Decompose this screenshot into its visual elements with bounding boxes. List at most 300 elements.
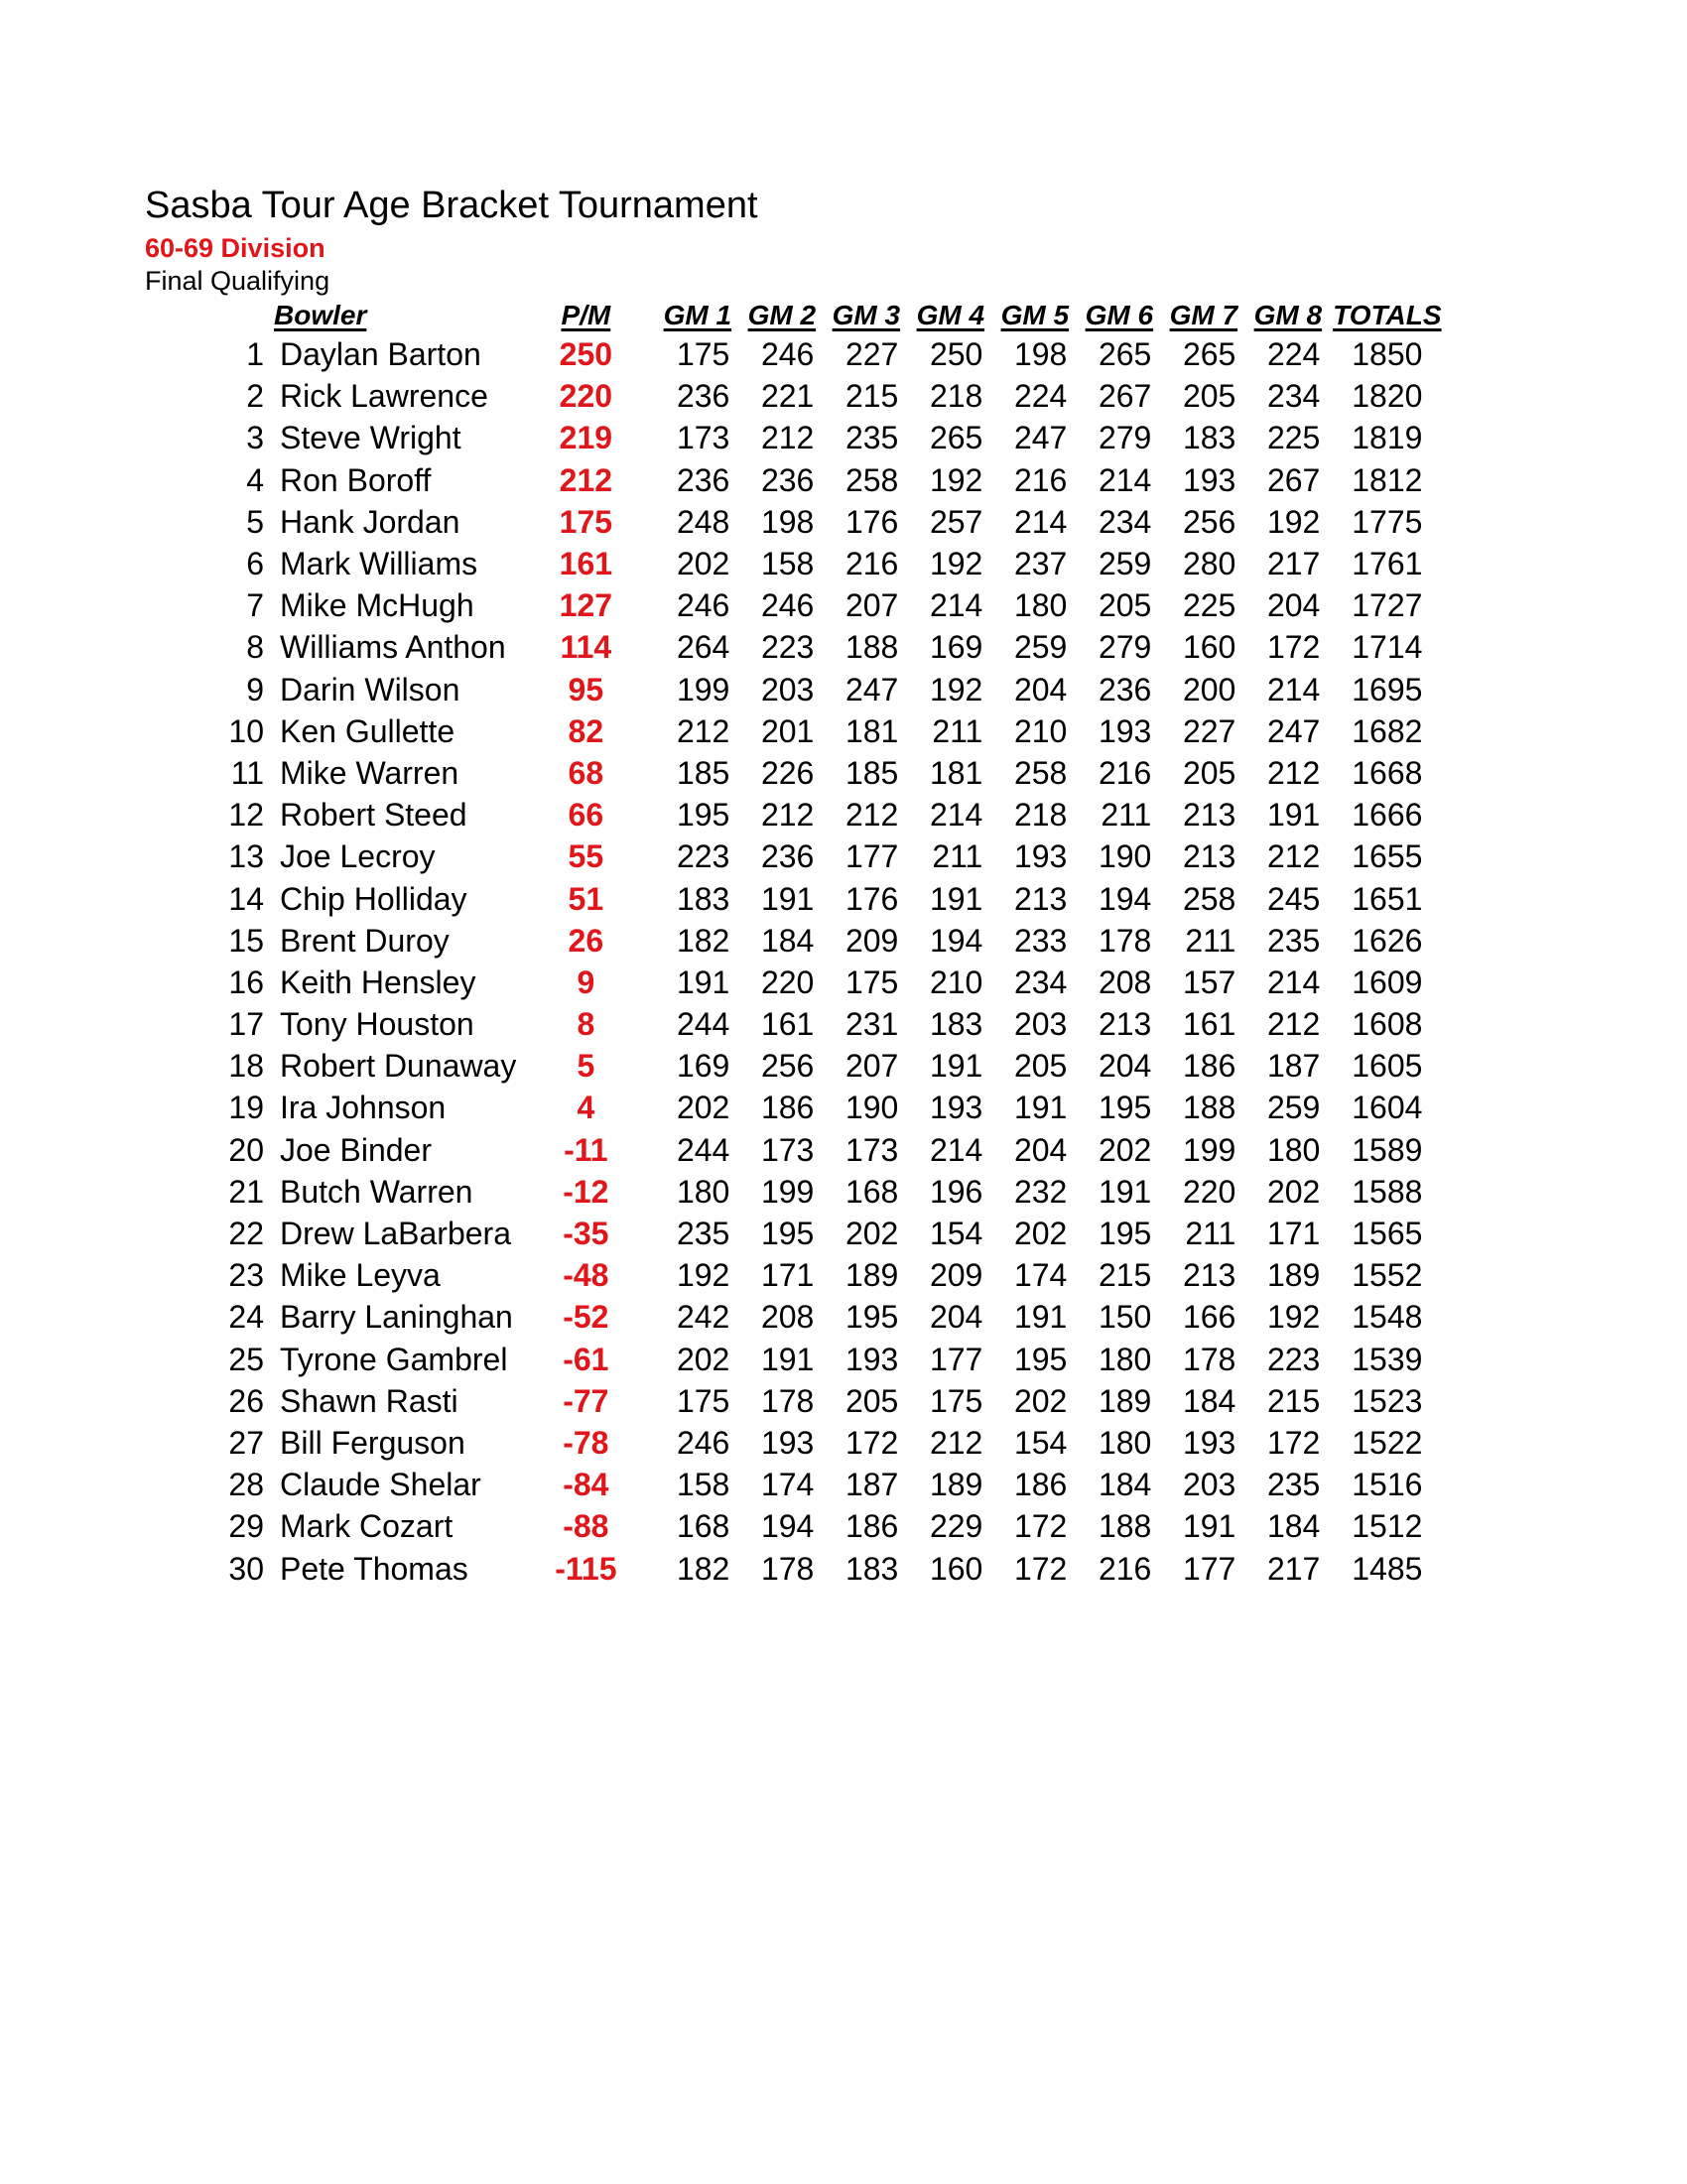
total-cell: 1651 <box>1352 880 1423 917</box>
game-6-score-cell: 150 <box>1098 1299 1152 1336</box>
game-3-score-cell: 172 <box>844 1424 899 1461</box>
game-3-score-cell: 207 <box>844 1048 899 1085</box>
game-1-score-cell: 195 <box>676 797 730 834</box>
game-1-score-cell: 180 <box>676 1173 730 1210</box>
bowler-name-cell: Daylan Barton <box>280 336 481 373</box>
game-4-score-cell: 193 <box>929 1090 983 1126</box>
game-8-score-cell: 204 <box>1266 587 1321 624</box>
table-row <box>226 626 1444 668</box>
game-5-score-cell: 191 <box>1013 1090 1068 1126</box>
bowler-name-cell: Rick Lawrence <box>280 378 488 415</box>
game-3-score-cell: 216 <box>844 546 899 582</box>
total-cell: 1605 <box>1352 1048 1423 1085</box>
rank-cell: 1 <box>246 336 264 373</box>
total-cell: 1589 <box>1352 1131 1423 1168</box>
total-cell: 1727 <box>1352 587 1423 624</box>
table-row <box>226 1087 1444 1128</box>
gm8-header-label: GM 8 <box>1253 300 1323 330</box>
table-row <box>226 375 1444 417</box>
game-6-score-cell: 188 <box>1098 1508 1152 1545</box>
total-cell: 1820 <box>1352 378 1423 415</box>
game-6-score-cell: 195 <box>1098 1090 1152 1126</box>
game-8-score-cell: 224 <box>1266 336 1321 373</box>
game-5-score-cell: 154 <box>1013 1424 1068 1461</box>
game-2-score-cell: 236 <box>760 838 815 875</box>
rank-cell: 9 <box>246 671 264 707</box>
game-6-score-cell: 205 <box>1098 587 1152 624</box>
game-3-score-cell: 209 <box>844 922 899 959</box>
game-8-score-cell: 172 <box>1266 1424 1321 1461</box>
table-row <box>226 1339 1444 1380</box>
bowler-header <box>274 298 516 333</box>
game-6-score-cell: 279 <box>1098 420 1152 456</box>
table-row <box>226 1464 1444 1505</box>
game-6-score-cell: 191 <box>1098 1173 1152 1210</box>
game-8-score-cell: 245 <box>1266 880 1321 917</box>
game-1-score-cell: 202 <box>676 1090 730 1126</box>
game-5-score-cell: 180 <box>1013 587 1068 624</box>
game-5-score-cell: 193 <box>1013 838 1068 875</box>
game-3-score-cell: 258 <box>844 461 899 498</box>
rank-cell: 3 <box>246 420 264 456</box>
rank-cell: 2 <box>246 378 264 415</box>
game-2-score-cell: 195 <box>760 1216 815 1252</box>
pm-cell: 114 <box>560 629 612 666</box>
game-4-score-cell: 177 <box>929 1341 983 1377</box>
game-8-score-cell: 247 <box>1266 712 1321 749</box>
game-4-score-cell: 214 <box>929 1131 983 1168</box>
game-7-score-cell: 280 <box>1182 546 1236 582</box>
game-1-score-cell: 244 <box>676 1006 730 1043</box>
total-cell: 1682 <box>1352 712 1423 749</box>
game-7-score-cell: 213 <box>1182 838 1236 875</box>
game-8-score-cell: 234 <box>1266 378 1321 415</box>
gm3-header <box>824 298 908 333</box>
game-1-score-cell: 264 <box>676 629 730 666</box>
table-row <box>226 1254 1444 1296</box>
game-4-score-cell: 212 <box>929 1424 983 1461</box>
pm-header-label: P/M <box>561 300 611 330</box>
rank-cell: 21 <box>228 1173 264 1210</box>
game-2-score-cell: 161 <box>760 1006 815 1043</box>
rank-cell: 14 <box>228 880 264 917</box>
pm-cell: -52 <box>563 1299 609 1336</box>
game-4-score-cell: 214 <box>929 797 983 834</box>
table-row <box>226 584 1444 626</box>
bowler-name-cell: Mike McHugh <box>280 587 474 624</box>
game-2-score-cell: 194 <box>760 1508 815 1545</box>
rank-cell: 18 <box>228 1048 264 1085</box>
gm4-header-label: GM 4 <box>916 300 985 330</box>
pm-cell: -88 <box>563 1508 609 1545</box>
game-4-score-cell: 169 <box>929 629 983 666</box>
rank-header <box>226 298 274 333</box>
game-8-score-cell: 217 <box>1266 1550 1321 1587</box>
game-8-score-cell: 191 <box>1266 797 1321 834</box>
total-cell: 1516 <box>1352 1467 1423 1503</box>
game-7-score-cell: 183 <box>1182 420 1236 456</box>
game-5-score-cell: 204 <box>1013 1131 1068 1168</box>
rank-cell: 23 <box>228 1257 264 1294</box>
bowler-name-cell: Steve Wright <box>280 420 461 456</box>
game-1-score-cell: 242 <box>676 1299 730 1336</box>
game-2-score-cell: 174 <box>760 1467 815 1503</box>
game-2-score-cell: 178 <box>760 1550 815 1587</box>
rank-cell: 13 <box>228 838 264 875</box>
game-6-score-cell: 178 <box>1098 922 1152 959</box>
table-row <box>226 333 1444 375</box>
game-4-score-cell: 154 <box>929 1216 983 1252</box>
game-6-score-cell: 184 <box>1098 1467 1152 1503</box>
bowler-name-cell: Keith Hensley <box>280 964 476 1000</box>
bowler-name-cell: Claude Shelar <box>280 1467 481 1503</box>
game-7-score-cell: 160 <box>1182 629 1236 666</box>
game-7-score-cell: 213 <box>1182 797 1236 834</box>
game-3-score-cell: 177 <box>844 838 899 875</box>
game-4-score-cell: 192 <box>929 546 983 582</box>
table-row <box>226 794 1444 835</box>
game-4-score-cell: 211 <box>932 712 983 749</box>
table-row <box>226 920 1444 962</box>
game-2-score-cell: 221 <box>760 378 815 415</box>
game-3-score-cell: 247 <box>844 671 899 707</box>
rank-cell: 20 <box>228 1131 264 1168</box>
game-6-score-cell: 236 <box>1098 671 1152 707</box>
bowler-name-cell: Hank Jordan <box>280 503 460 540</box>
total-cell: 1850 <box>1352 336 1423 373</box>
game-7-score-cell: 256 <box>1182 503 1236 540</box>
total-cell: 1565 <box>1352 1216 1423 1252</box>
game-2-score-cell: 212 <box>760 797 815 834</box>
table-row <box>226 1171 1444 1213</box>
table-row <box>226 877 1444 919</box>
total-cell: 1552 <box>1352 1257 1423 1294</box>
pm-cell: -61 <box>563 1341 609 1377</box>
game-2-score-cell: 201 <box>760 712 815 749</box>
standings-body <box>226 333 1444 1590</box>
total-cell: 1512 <box>1352 1508 1423 1545</box>
table-row <box>226 710 1444 752</box>
game-3-score-cell: 212 <box>844 797 899 834</box>
bowler-name-cell: Robert Dunaway <box>280 1048 517 1085</box>
pm-cell: 9 <box>577 964 595 1000</box>
rank-cell: 5 <box>246 503 264 540</box>
game-8-score-cell: 225 <box>1266 420 1321 456</box>
bowler-name-cell: Bill Ferguson <box>280 1424 465 1461</box>
game-5-score-cell: 203 <box>1013 1006 1068 1043</box>
game-1-score-cell: 246 <box>676 1424 730 1461</box>
rank-cell: 11 <box>230 754 264 791</box>
game-3-score-cell: 231 <box>844 1006 899 1043</box>
game-3-score-cell: 176 <box>844 503 899 540</box>
game-8-score-cell: 171 <box>1266 1216 1321 1252</box>
game-2-score-cell: 198 <box>760 503 815 540</box>
game-4-score-cell: 209 <box>929 1257 983 1294</box>
rank-cell: 28 <box>228 1467 264 1503</box>
bowler-name-cell: Robert Steed <box>280 797 467 834</box>
bowler-name-cell: Mark Cozart <box>280 1508 454 1545</box>
game-1-score-cell: 223 <box>676 838 730 875</box>
game-1-score-cell: 169 <box>676 1048 730 1085</box>
rank-cell: 30 <box>228 1550 264 1587</box>
game-3-score-cell: 227 <box>844 336 899 373</box>
game-7-score-cell: 213 <box>1182 1257 1236 1294</box>
game-5-score-cell: 172 <box>1013 1550 1068 1587</box>
game-4-score-cell: 218 <box>929 378 983 415</box>
game-5-score-cell: 174 <box>1013 1257 1068 1294</box>
table-row <box>226 1380 1444 1422</box>
bowler-name-cell: Butch Warren <box>280 1173 473 1210</box>
rank-cell: 10 <box>228 712 264 749</box>
game-3-score-cell: 207 <box>844 587 899 624</box>
game-4-score-cell: 229 <box>929 1508 983 1545</box>
game-3-score-cell: 205 <box>844 1382 899 1419</box>
total-cell: 1812 <box>1352 461 1423 498</box>
game-5-score-cell: 172 <box>1013 1508 1068 1545</box>
game-5-score-cell: 234 <box>1013 964 1068 1000</box>
game-8-score-cell: 217 <box>1266 546 1321 582</box>
game-6-score-cell: 265 <box>1098 336 1152 373</box>
total-cell: 1819 <box>1352 420 1423 456</box>
gm6-header-label: GM 6 <box>1085 300 1154 330</box>
total-cell: 1539 <box>1352 1341 1423 1377</box>
pm-cell: 95 <box>568 671 604 707</box>
table-row <box>226 1422 1444 1464</box>
pm-cell: -84 <box>563 1467 609 1503</box>
table-row <box>226 1213 1444 1254</box>
game-5-score-cell: 233 <box>1013 922 1068 959</box>
bowler-name-cell: Joe Lecroy <box>280 838 436 875</box>
total-cell: 1695 <box>1352 671 1423 707</box>
bowler-name-cell: Drew LaBarbera <box>280 1216 511 1252</box>
game-1-score-cell: 185 <box>676 754 730 791</box>
game-4-score-cell: 191 <box>929 880 983 917</box>
pm-cell: 127 <box>559 587 613 624</box>
game-2-score-cell: 199 <box>760 1173 815 1210</box>
gm4-header <box>908 298 992 333</box>
totals-header-label: TOTALS <box>1333 300 1442 330</box>
game-3-score-cell: 188 <box>844 629 899 666</box>
total-cell: 1609 <box>1352 964 1423 1000</box>
gm6-header <box>1077 298 1161 333</box>
game-4-score-cell: 250 <box>929 336 983 373</box>
game-7-score-cell: 205 <box>1182 754 1236 791</box>
game-8-score-cell: 235 <box>1266 922 1321 959</box>
rank-cell: 27 <box>228 1424 264 1461</box>
game-7-score-cell: 205 <box>1182 378 1236 415</box>
rank-cell: 29 <box>228 1508 264 1545</box>
gm7-header-label: GM 7 <box>1169 300 1238 330</box>
pm-cell: 55 <box>568 838 604 875</box>
table-row <box>226 835 1444 877</box>
game-5-score-cell: 195 <box>1013 1341 1068 1377</box>
game-2-score-cell: 220 <box>760 964 815 1000</box>
bowler-name-cell: Darin Wilson <box>280 671 460 707</box>
game-3-score-cell: 235 <box>844 420 899 456</box>
gm7-header <box>1161 298 1245 333</box>
game-4-score-cell: 194 <box>929 922 983 959</box>
game-7-score-cell: 265 <box>1182 336 1236 373</box>
game-6-score-cell: 180 <box>1098 1424 1152 1461</box>
game-7-score-cell: 211 <box>1185 922 1236 959</box>
game-4-score-cell: 211 <box>932 838 983 875</box>
pm-cell: 250 <box>559 336 613 373</box>
game-2-score-cell: 256 <box>760 1048 815 1085</box>
game-2-score-cell: 186 <box>760 1090 815 1126</box>
total-cell: 1666 <box>1352 797 1423 834</box>
game-7-score-cell: 225 <box>1182 587 1236 624</box>
pm-cell: 220 <box>559 378 613 415</box>
pm-cell: -35 <box>563 1216 609 1252</box>
rank-cell: 8 <box>246 629 264 666</box>
pm-cell: 26 <box>568 922 604 959</box>
total-cell: 1608 <box>1352 1006 1423 1043</box>
bowler-name-cell: Joe Binder <box>280 1131 432 1168</box>
total-cell: 1485 <box>1352 1550 1423 1587</box>
game-8-score-cell: 180 <box>1266 1131 1321 1168</box>
game-5-score-cell: 186 <box>1013 1467 1068 1503</box>
game-6-score-cell: 279 <box>1098 629 1152 666</box>
game-2-score-cell: 212 <box>760 420 815 456</box>
pm-cell: 212 <box>559 461 613 498</box>
standings-table <box>226 298 1444 1590</box>
rank-cell: 15 <box>228 922 264 959</box>
game-8-score-cell: 172 <box>1266 629 1321 666</box>
game-5-score-cell: 224 <box>1013 378 1068 415</box>
rank-cell: 16 <box>228 964 264 1000</box>
game-3-score-cell: 202 <box>844 1216 899 1252</box>
game-1-score-cell: 246 <box>676 587 730 624</box>
rank-cell: 24 <box>228 1299 264 1336</box>
game-5-score-cell: 237 <box>1013 546 1068 582</box>
pm-cell: -48 <box>563 1257 609 1294</box>
game-8-score-cell: 215 <box>1266 1382 1321 1419</box>
gm5-header <box>992 298 1077 333</box>
game-4-score-cell: 196 <box>929 1173 983 1210</box>
game-4-score-cell: 160 <box>929 1550 983 1587</box>
gm5-header-label: GM 5 <box>1000 300 1070 330</box>
game-1-score-cell: 235 <box>676 1216 730 1252</box>
game-2-score-cell: 246 <box>760 587 815 624</box>
pm-cell: 68 <box>568 754 604 791</box>
game-8-score-cell: 192 <box>1266 1299 1321 1336</box>
bowler-name-cell: Tony Houston <box>280 1006 474 1043</box>
table-row <box>226 1505 1444 1547</box>
rank-cell: 4 <box>246 461 264 498</box>
game-4-score-cell: 192 <box>929 461 983 498</box>
game-7-score-cell: 193 <box>1182 1424 1236 1461</box>
bowler-name-cell: Mark Williams <box>280 546 478 582</box>
game-7-score-cell: 193 <box>1182 461 1236 498</box>
game-5-score-cell: 205 <box>1013 1048 1068 1085</box>
game-3-score-cell: 186 <box>844 1508 899 1545</box>
game-1-score-cell: 182 <box>676 922 730 959</box>
game-6-score-cell: 213 <box>1098 1006 1152 1043</box>
game-5-score-cell: 258 <box>1013 754 1068 791</box>
gm1-header-label: GM 1 <box>663 300 732 330</box>
game-4-score-cell: 181 <box>929 754 983 791</box>
game-2-score-cell: 208 <box>760 1299 815 1336</box>
game-1-score-cell: 183 <box>676 880 730 917</box>
game-8-score-cell: 187 <box>1266 1048 1321 1085</box>
game-3-score-cell: 195 <box>844 1299 899 1336</box>
game-7-score-cell: 199 <box>1182 1131 1236 1168</box>
game-7-score-cell: 177 <box>1182 1550 1236 1587</box>
game-6-score-cell: 204 <box>1098 1048 1152 1085</box>
game-8-score-cell: 214 <box>1266 964 1321 1000</box>
game-2-score-cell: 158 <box>760 546 815 582</box>
pm-cell: 82 <box>568 712 604 749</box>
game-8-score-cell: 212 <box>1266 754 1321 791</box>
game-2-score-cell: 191 <box>760 880 815 917</box>
bowler-name-cell: Mike Leyva <box>280 1257 441 1294</box>
total-cell: 1523 <box>1352 1382 1423 1419</box>
game-6-score-cell: 216 <box>1098 754 1152 791</box>
table-row <box>226 417 1444 458</box>
game-2-score-cell: 236 <box>760 461 815 498</box>
table-row <box>226 1045 1444 1087</box>
gm2-header-label: GM 2 <box>747 300 817 330</box>
bowler-header-label: Bowler <box>274 300 367 330</box>
game-6-score-cell: 234 <box>1098 503 1152 540</box>
game-5-score-cell: 214 <box>1013 503 1068 540</box>
game-6-score-cell: 214 <box>1098 461 1152 498</box>
game-7-score-cell: 200 <box>1182 671 1236 707</box>
game-4-score-cell: 191 <box>929 1048 983 1085</box>
game-6-score-cell: 194 <box>1098 880 1152 917</box>
game-8-score-cell: 212 <box>1266 1006 1321 1043</box>
rank-cell: 25 <box>228 1341 264 1377</box>
total-cell: 1522 <box>1352 1424 1423 1461</box>
gm2-header <box>739 298 824 333</box>
pm-cell: 66 <box>568 797 604 834</box>
game-6-score-cell: 193 <box>1098 712 1152 749</box>
game-1-score-cell: 202 <box>676 546 730 582</box>
game-7-score-cell: 188 <box>1182 1090 1236 1126</box>
game-1-score-cell: 158 <box>676 1467 730 1503</box>
pm-cell: 4 <box>577 1090 595 1126</box>
stage-label: Final Qualifying <box>145 266 330 296</box>
bowler-name-cell: Mike Warren <box>280 754 459 791</box>
game-5-score-cell: 191 <box>1013 1299 1068 1336</box>
table-row <box>226 1129 1444 1171</box>
game-5-score-cell: 247 <box>1013 420 1068 456</box>
game-3-score-cell: 168 <box>844 1173 899 1210</box>
game-6-score-cell: 216 <box>1098 1550 1152 1587</box>
game-7-score-cell: 157 <box>1182 964 1236 1000</box>
table-row <box>226 543 1444 584</box>
game-4-score-cell: 175 <box>929 1382 983 1419</box>
table-row <box>226 1003 1444 1045</box>
total-cell: 1775 <box>1352 503 1423 540</box>
game-1-score-cell: 244 <box>676 1131 730 1168</box>
game-5-score-cell: 218 <box>1013 797 1068 834</box>
game-7-score-cell: 203 <box>1182 1467 1236 1503</box>
game-6-score-cell: 180 <box>1098 1341 1152 1377</box>
game-1-score-cell: 175 <box>676 336 730 373</box>
pm-cell: 219 <box>559 420 613 456</box>
total-cell: 1761 <box>1352 546 1423 582</box>
game-6-score-cell: 259 <box>1098 546 1152 582</box>
bowler-name-cell: Ken Gullette <box>280 712 455 749</box>
game-8-score-cell: 259 <box>1266 1090 1321 1126</box>
game-8-score-cell: 223 <box>1266 1341 1321 1377</box>
table-row <box>226 752 1444 794</box>
game-8-score-cell: 189 <box>1266 1257 1321 1294</box>
game-3-score-cell: 183 <box>844 1550 899 1587</box>
game-3-score-cell: 190 <box>844 1090 899 1126</box>
table-header-row <box>226 298 1444 333</box>
